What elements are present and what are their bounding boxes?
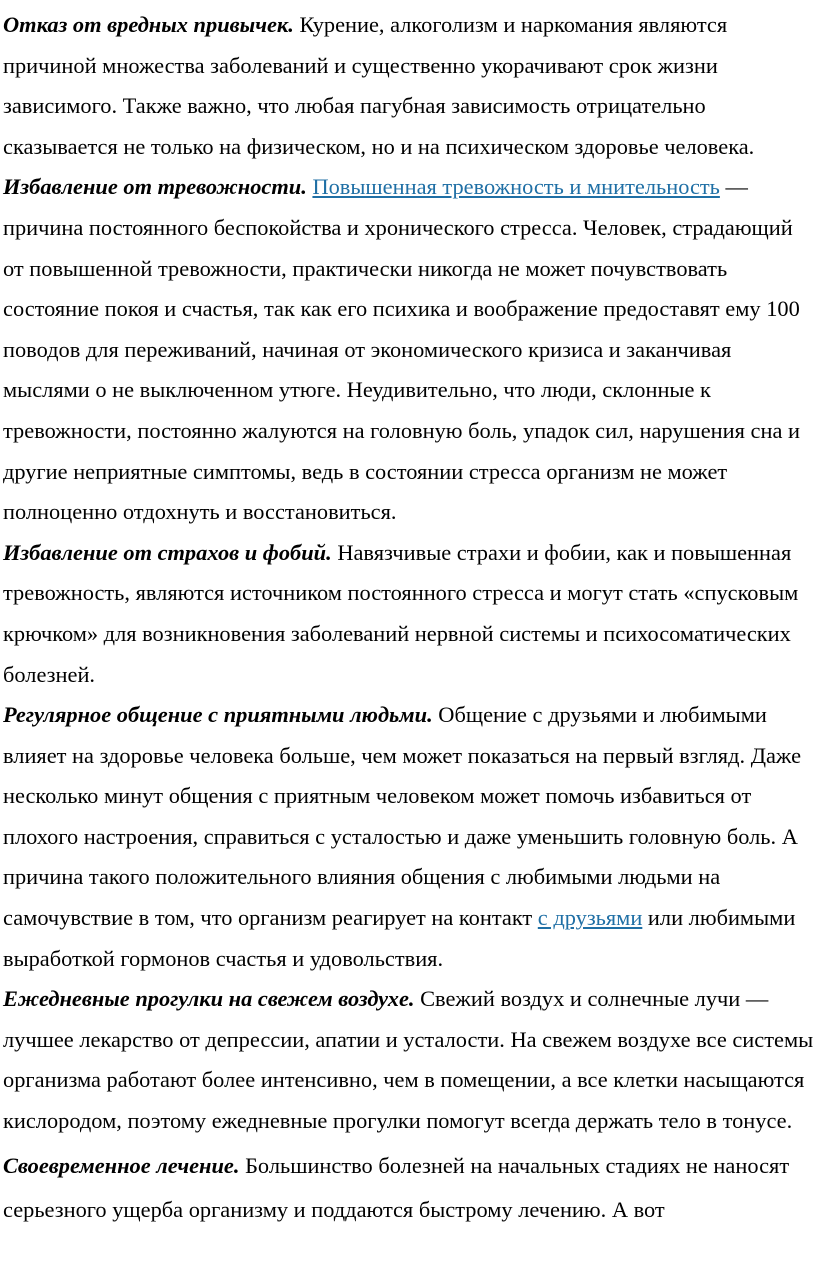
paragraph-body: — причина постоянного беспокойства и хронического стресса. Человек, страдающий от повышенной тревожности, практически никогда не может почувствовать состояние покоя и счастья, так как его психика и воображение предоставят ему 100 поводов для переживаний, начиная от экономического кризиса и заканчивая мыслями о не выключенном утюге. Неудивительно, что люди, склонные к тревожности, постоянно жалуются на головную боль, упадок сил, нарушения сна и другие неприятные симптомы, ведь в состоянии стресса организм не может полноценно отдохнуть и восстановиться. <box>3 174 800 525</box>
paragraph-body: Навязчивые страхи и фобии, как и повышенная тревожность, являются источником постоянного стресса и могут стать «спусковым крючком» для возникновения заболеваний нервной системы и психосоматических болезней. <box>3 539 799 687</box>
paragraph-body: Большинство болезней на начальных стадиях не наносят серьезного ущерба организму и поддаются быстрому лечению. А вот <box>3 1152 790 1222</box>
paragraph-anxiety <box>3 167 815 532</box>
paragraph-heading: Избавление от тревожности. <box>3 174 307 200</box>
paragraph-treatment <box>3 1144 815 1232</box>
paragraph-heading: Ежедневные прогулки на свежем воздухе. <box>3 986 415 1012</box>
paragraph-fears <box>3 533 815 695</box>
paragraph-body: Курение, алкоголизм и наркомания являются причиной множества заболеваний и существенно укорачивают срок жизни зависимого. Также важно, что любая пагубная зависимость отрицательно сказывается не только на физическом, но и на психическом здоровье человека. <box>3 12 755 159</box>
paragraph-heading: Своевременное лечение. <box>3 1152 240 1178</box>
paragraph-body: Свежий воздух и солнечные лучи — лучшее лекарство от депрессии, апатии и усталости. На свежем воздухе все системы организма работают более интенсивно, чем в помещении, а все клетки насыщаются кислородом, поэтому ежедневные прогулки помогут всегда держать тело в тонусе. <box>3 986 814 1134</box>
document-text <box>3 5 815 1232</box>
paragraph-heading: Отказ от вредных привычек. <box>3 12 294 37</box>
paragraph-heading: Регулярное общение с приятными людьми. <box>3 702 433 728</box>
anxiety-link[interactable]: Повышенная тревожность и мнительность <box>312 174 720 200</box>
paragraph-body-end: или любимыми выработкой гормонов счастья и удовольствия. <box>3 905 796 971</box>
paragraph-communication <box>3 695 815 979</box>
paragraph-walks <box>3 979 815 1141</box>
friends-link[interactable]: с друзьями <box>537 905 643 931</box>
paragraph-body: Общение с друзьями и любимыми влияет на здоровье человека больше, чем может показаться на первый взгляд. Даже несколько минут общения с приятным человеком может помочь избавиться от плохого настроения, справиться с усталостью и даже уменьшить головную боль. А причина такого положительного влияния общения с любимыми людьми на самочувствие в том, что организм реагирует на контакт <box>3 702 802 931</box>
paragraph-heading: Избавление от страхов и фобий. <box>3 539 332 565</box>
paragraph-bad-habits <box>3 5 815 167</box>
